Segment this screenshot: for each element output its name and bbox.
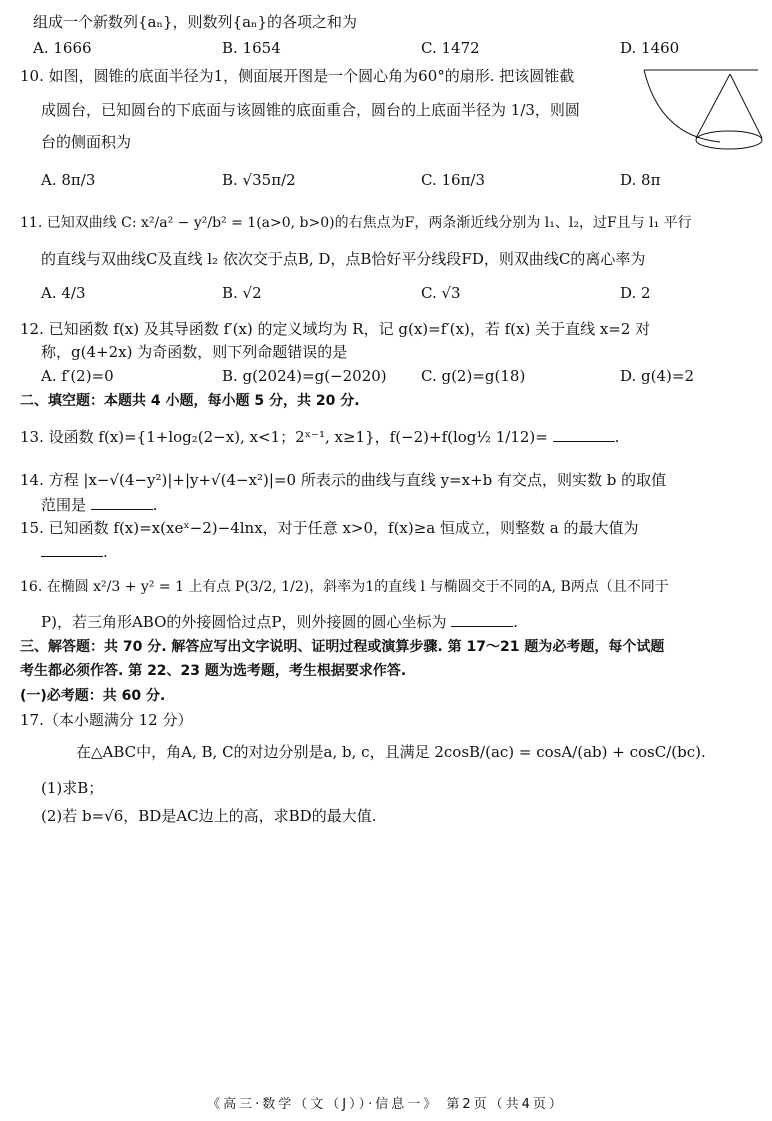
q11-option-b: B. √2: [222, 284, 262, 302]
question-17-part2: (2)若 b=√6，BD是AC边上的高，求BD的最大值.: [41, 807, 377, 825]
q10-option-c: C. 16π/3: [421, 171, 486, 189]
question-10-line2: 成圆台，已知圆台的下底面与该圆锥的底面重合，圆台的上底面半径为 1/3，则圆: [41, 101, 580, 119]
question-11-line1: 11. 已知双曲线 C: x²/a² − y²/b² = 1(a>0, b>0)的右焦点为F，两条渐近线分别为 l₁、l₂，过F且与 l₁ 平行: [20, 215, 692, 231]
question-12-line2: 称，g(4+2x) 为奇函数，则下列命题错误的是: [41, 343, 348, 361]
q11-option-c: C. √3: [421, 284, 461, 302]
question-16-line2: P)，若三角形ABO的外接圆恰过点P，则外接圆的圆心坐标为 .: [41, 613, 519, 631]
question-15-line1: 15. 已知函数 f(x)=x(xeˣ−2)−4lnx，对于任意 x>0，f(x)≥a 恒成立，则整数 a 的最大值为: [20, 519, 639, 537]
q10-option-d: D. 8π: [620, 171, 661, 189]
q9-option-b: B. 1654: [222, 39, 281, 57]
question-13: 13. 设函数 f(x)={1+log₂(2−x), x<1；2ˣ⁻¹, x≥1}，f(−2)+f(log½ 1/12)= .: [20, 428, 620, 446]
section-2-heading: 二、填空题：本题共 4 小题，每小题 5 分，共 20 分.: [20, 393, 360, 409]
question-15-line2: .: [41, 542, 108, 562]
question-16-text: P)，若三角形ABO的外接圆恰过点P，则外接圆的圆心坐标为: [41, 613, 447, 631]
q9-option-a: A. 1666: [33, 39, 92, 57]
q12-option-d: D. g(4)=2: [620, 367, 694, 385]
cone-sector-figure: [640, 66, 768, 156]
q11-option-a: A. 4/3: [41, 284, 86, 302]
q9-option-d: D. 1460: [620, 39, 680, 57]
answer-blank-14[interactable]: [91, 495, 153, 510]
question-16-line1: 16. 在椭圆 x²/3 + y² = 1 上有点 P(3/2, 1/2)，斜率为1的直线 l 与椭圆交于不同的A, B两点（且不同于: [20, 579, 669, 595]
q12-option-c: C. g(2)=g(18): [421, 367, 526, 385]
question-12-line1: 12. 已知函数 f(x) 及其导函数 f′(x) 的定义域均为 R，记 g(x)=f′(x)，若 f(x) 关于直线 x=2 对: [20, 320, 651, 338]
question-17-stem: 在△ABC中，角A, B, C的对边分别是a, b, c，且满足 2cosB/(ac) = cosA/(ab) + cosC/(bc).: [76, 743, 706, 761]
question-17-part1: (1)求B；: [41, 779, 104, 797]
question-13-text: 13. 设函数 f(x)={1+log₂(2−x), x<1；2ˣ⁻¹, x≥1}，f(−2)+f(log½ 1/12)=: [20, 428, 548, 446]
q10-option-b: B. √35π/2: [222, 171, 296, 189]
q12-option-a: A. f′(2)=0: [41, 367, 114, 385]
q12-option-b: B. g(2024)=g(−2020): [222, 367, 387, 385]
q10-option-a: A. 8π/3: [41, 171, 96, 189]
question-14-text: 范围是: [41, 496, 87, 514]
question-17-header: 17.（本小题满分 12 分）: [20, 711, 193, 729]
q11-option-d: D. 2: [620, 284, 651, 302]
answer-blank-13[interactable]: [553, 427, 615, 442]
question-9-tail: 组成一个新数列{aₙ}，则数列{aₙ}的各项之和为: [33, 13, 358, 31]
q9-option-c: C. 1472: [421, 39, 480, 57]
question-10-line3: 台的侧面积为: [41, 133, 132, 151]
answer-blank-15[interactable]: [41, 542, 103, 557]
question-14-line2: 范围是 .: [41, 496, 158, 514]
section-3-heading-line2: 考生都必须作答. 第 22、23 题为选考题，考生根据要求作答.: [20, 663, 407, 679]
question-14-line1: 14. 方程 |x−√(4−y²)|+|y+√(4−x²)|=0 所表示的曲线与直线 y=x+b 有交点，则实数 b 的取值: [20, 471, 667, 489]
question-10-line1: 10. 如图，圆锥的底面半径为1，侧面展开图是一个圆心角为60°的扇形. 把该圆锥截: [20, 67, 575, 85]
section-3-subheading: (一)必考题：共 60 分.: [20, 688, 166, 704]
page-footer: 《高三·数学（文（J））·信息一》 第2页（共4页）: [207, 1097, 565, 1112]
question-11-line2: 的直线与双曲线C及直线 l₂ 依次交于点B, D，点B恰好平分线段FD，则双曲线C的离心率为: [41, 250, 646, 268]
section-3-heading-line1: 三、解答题：共 70 分. 解答应写出文字说明、证明过程或演算步骤. 第 17～21 题为必考题，每个试题: [20, 639, 665, 655]
answer-blank-16[interactable]: [451, 612, 513, 627]
